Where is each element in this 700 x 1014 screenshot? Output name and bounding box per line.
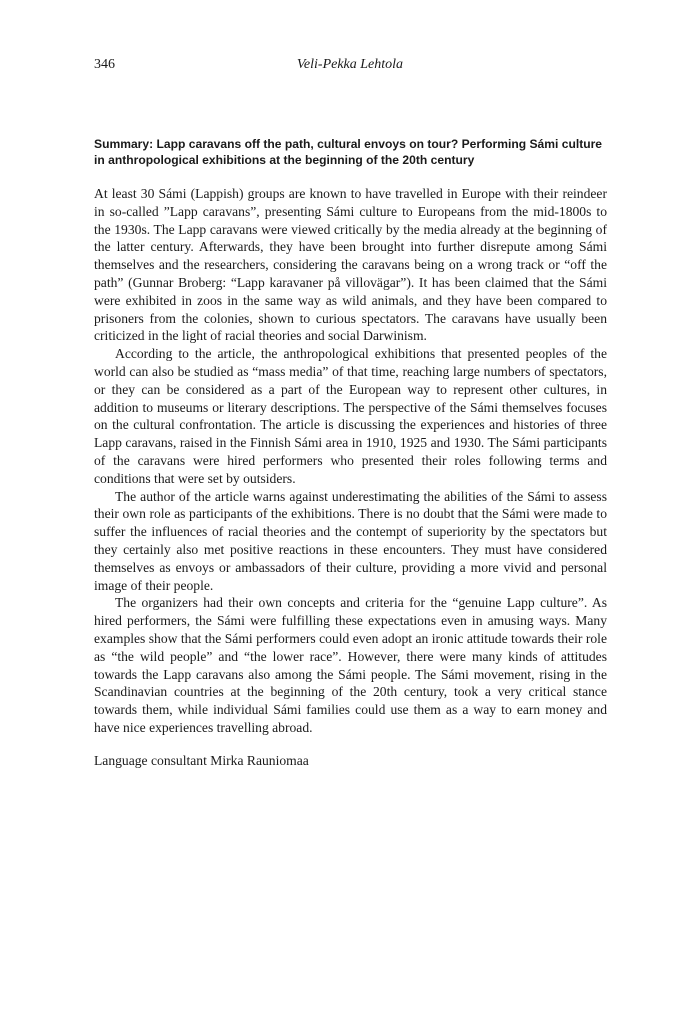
running-author: Veli-Pekka Lehtola — [296, 57, 404, 72]
language-consultant-note: Language consultant Mirka Rauniomaa — [94, 753, 309, 768]
running-header — [94, 55, 606, 75]
page-number: 346 — [94, 57, 115, 72]
paragraph: At least 30 Sámi (Lappish) groups are known to have travelled in Europe with their reindeer in so-called ”Lapp caravans”, presenting Sámi culture to Europeans from the mid-1800s to the 1930s. The Lapp caravans were viewed critically by the media already at the beginning of the latter century. Afterwards, they have been brought into further disrepute among Sámi themselves and the researchers, considering the caravans being on a wrong track or “off the path” (Gunnar Broberg: “Lapp karavaner på villovägar”). It has been claimed that the Sámi were exhibited in zoos in the same way as wild animals, and they have been compared to prisoners from the colonies, shown to curious spectators. The caravans have usually been criticized in the light of racial theories and social Darwinism. — [94, 186, 607, 344]
paragraph: The organizers had their own concepts and criteria for the “genuine Lapp culture”. As hired performers, the Sámi were fulfilling these expectations even in amusing ways. Many examples show that the Sámi performers could even adopt an ironic attitude towards their role as “the wild people” and “the lower race”. However, there were many kinds of attitudes towards the Lapp caravans also among the Sámi people. The Sámi movement, rising in the Scandinavian countries at the beginning of the 20th century, took a very critical stance towards them, while individual Sámi families could use them as a way to earn money and have nice experiences travelling abroad. — [94, 595, 607, 735]
summary-body — [94, 185, 607, 737]
summary-heading: Summary: Lapp caravans off the path, cultural envoys on tour? Performing Sámi culture in anthropological exhibitions at the beginning of the 20th century — [94, 137, 603, 167]
paragraph: The author of the article warns against underestimating the abilities of the Sámi to assess their own role as participants of the exhibitions. There is no doubt that the Sámi were made to suffer the influences of racial theories and the contempt of superiority by the spectators but they certainly also met positive reactions in these encounters. They must have considered themselves as envoys or ambassadors of their culture, providing a more vivid and personal image of their people. — [94, 488, 607, 593]
paragraph: According to the article, the anthropological exhibitions that presented peoples of the world can also be studied as “mass media” of that time, reaching large numbers of spectators, or they can be considered as a part of the European way to represent other cultures, in addition to museums or literary descriptions. The perspective of the Sámi themselves focuses on the cultural confrontation. The article is discussing the experiences and histories of three Lapp caravans, raised in the Finnish Sámi area in 1910, 1925 and 1930. The Sámi participants of the caravans were hired performers who presented their roles following terms and conditions that were set by outsiders. — [94, 346, 607, 486]
